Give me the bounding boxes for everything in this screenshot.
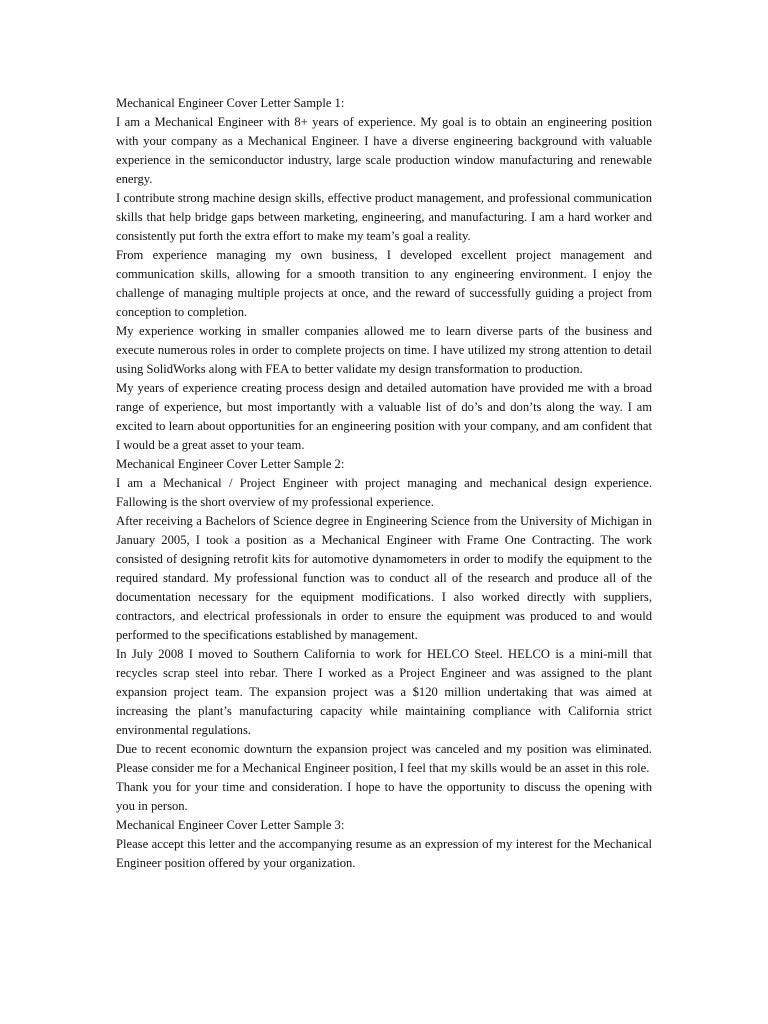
- sample-2-heading: Mechanical Engineer Cover Letter Sample 2:: [116, 457, 345, 471]
- paragraph: In July 2008 I moved to Southern California to work for HELCO Steel. HELCO is a mini-mill that recycles scrap steel into rebar. There I worked as a Project Engineer and was assigned to the plant expansion project team. The expansion project was a $120 million undertaking that was aimed at increasing the plant’s manufacturing capacity while maintaining compliance with California strict environmental regulations.: [116, 647, 652, 737]
- document-page: [116, 94, 652, 873]
- paragraph: My experience working in smaller companies allowed me to learn diverse parts of the business and execute numerous roles in order to complete projects on time. I have utilized my strong attention to detail using SolidWorks along with FEA to better validate my design transformation to production.: [116, 324, 652, 376]
- paragraph: I am a Mechanical Engineer with 8+ years of experience. My goal is to obtain an engineering position with your company as a Mechanical Engineer. I have a diverse engineering background with valuable experience in the semiconductor industry, large scale production window manufacturing and renewable energy.: [116, 115, 652, 186]
- paragraph: I contribute strong machine design skills, effective product management, and professional communication skills that help bridge gaps between marketing, engineering, and manufacturing. I am a hard worker and consistently put forth the extra effort to make my team’s goal a reality.: [116, 191, 652, 243]
- paragraph: Please accept this letter and the accompanying resume as an expression of my interest for the Mechanical Engineer position offered by your organization.: [116, 837, 652, 870]
- sample-1-heading: Mechanical Engineer Cover Letter Sample 1:: [116, 96, 345, 110]
- paragraph: Thank you for your time and consideration. I hope to have the opportunity to discuss the opening with you in person.: [116, 780, 652, 813]
- paragraph: Due to recent economic downturn the expansion project was canceled and my position was eliminated. Please consider me for a Mechanical Engineer position, I feel that my skills would be an asset in this role.: [116, 742, 652, 775]
- paragraph: From experience managing my own business, I developed excellent project management and communication skills, allowing for a smooth transition to any engineering environment. I enjoy the challenge of managing multiple projects at once, and the reward of successfully guiding a project from conception to completion.: [116, 248, 652, 319]
- paragraph: My years of experience creating process design and detailed automation have provided me with a broad range of experience, but most importantly with a valuable list of do’s and don’ts along the way. I am excited to learn about opportunities for an engineering position with your company, and am confident that I would be a great asset to your team.: [116, 381, 652, 452]
- paragraph: After receiving a Bachelors of Science degree in Engineering Science from the University of Michigan in January 2005, I took a position as a Mechanical Engineer with Frame One Contracting. The work consisted of designing retrofit kits for automotive dynamometers in order to modify the equipment to the required standard. My professional function was to conduct all of the research and produce all of the documentation necessary for the equipment modifications. I also worked directly with suppliers, contractors, and electrical professionals in order to ensure the equipment was produced to and would performed to the specifications established by management.: [116, 514, 652, 642]
- paragraph: I am a Mechanical / Project Engineer with project managing and mechanical design experience. Fallowing is the short overview of my professional experience.: [116, 476, 652, 509]
- sample-3-heading: Mechanical Engineer Cover Letter Sample 3:: [116, 818, 345, 832]
